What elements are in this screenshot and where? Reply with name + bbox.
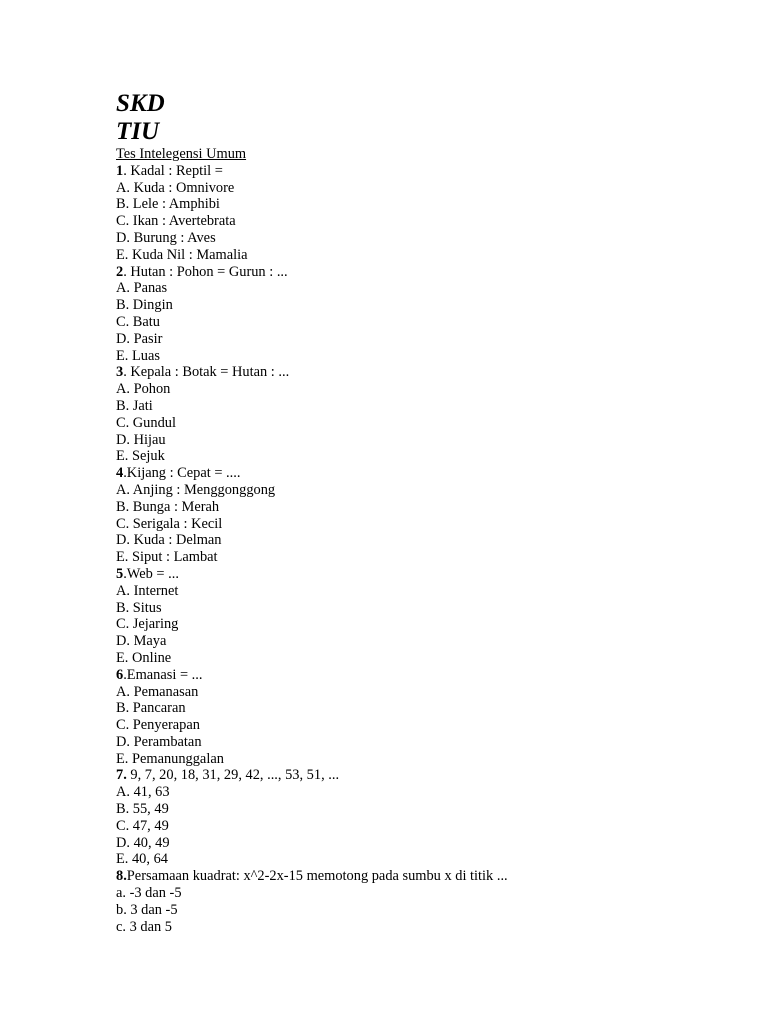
answer-option: C. Gundul xyxy=(116,414,176,431)
question-text: . Kepala : Botak = Hutan : ... xyxy=(123,364,290,381)
answer-option: D. Pasir xyxy=(116,330,163,347)
question-list xyxy=(116,163,736,936)
question-text: Persamaan kuadrat: x^2-2x-15 memotong pada sumbu x di titik ... xyxy=(126,868,508,885)
question-stem xyxy=(116,767,736,784)
answer-option: E. Sejuk xyxy=(116,448,165,465)
answer-option: A. Pemanasan xyxy=(116,683,199,700)
question-stem xyxy=(116,264,736,281)
question-text: 9, 7, 20, 18, 31, 29, 42, ..., 53, 51, ... xyxy=(126,767,340,784)
answer-option: B. Jati xyxy=(116,397,153,414)
answer-option: C. Batu xyxy=(116,313,160,330)
question-number: 3 xyxy=(116,364,124,381)
document-title: SKD xyxy=(116,90,165,117)
question-stem xyxy=(116,465,736,482)
answer-option: E. 40, 64 xyxy=(116,851,168,868)
question-number: 5 xyxy=(116,565,124,582)
answer-option: B. Dingin xyxy=(116,297,173,314)
answer-option: C. Penyerapan xyxy=(116,717,200,734)
answer-option: E. Online xyxy=(116,649,172,666)
answer-option: B. 55, 49 xyxy=(116,801,169,818)
answer-option: B. Situs xyxy=(116,599,162,616)
answer-option: D. Perambatan xyxy=(116,733,202,750)
answer-option: A. Kuda : Omnivore xyxy=(116,179,235,196)
question-number: 7. xyxy=(116,767,127,784)
answer-option: E. Siput : Lambat xyxy=(116,549,218,566)
answer-option: D. 40, 49 xyxy=(116,834,170,851)
answer-option: A. Internet xyxy=(116,582,179,599)
question-text: .Emanasi = ... xyxy=(123,666,203,683)
answer-option: B. Bunga : Merah xyxy=(116,498,220,515)
question-text: . Kadal : Reptil = xyxy=(123,162,223,179)
question-stem xyxy=(116,163,736,180)
answer-option: C. Serigala : Kecil xyxy=(116,515,223,532)
answer-option: B. Lele : Amphibi xyxy=(116,196,220,213)
answer-option: c. 3 dan 5 xyxy=(116,918,172,935)
question-text: .Web = ... xyxy=(123,565,179,582)
question-number: 1 xyxy=(116,162,124,179)
question-text: . Hutan : Pohon = Gurun : ... xyxy=(123,263,288,280)
question-stem xyxy=(116,667,736,684)
answer-option: D. Hijau xyxy=(116,431,166,448)
answer-option: D. Burung : Aves xyxy=(116,229,216,246)
question-number: 4 xyxy=(116,465,124,482)
answer-option: D. Kuda : Delman xyxy=(116,532,222,549)
answer-option: b. 3 dan -5 xyxy=(116,901,178,918)
question-stem xyxy=(116,868,736,885)
answer-option: E. Kuda Nil : Mamalia xyxy=(116,246,248,263)
answer-option: B. Pancaran xyxy=(116,700,186,717)
answer-option: E. Pemanunggalan xyxy=(116,750,224,767)
answer-option: A. 41, 63 xyxy=(116,784,170,801)
answer-option: E. Luas xyxy=(116,347,160,364)
question-text: .Kijang : Cepat = .... xyxy=(123,465,241,482)
answer-option: a. -3 dan -5 xyxy=(116,885,182,902)
answer-option: A. Panas xyxy=(116,280,168,297)
document-subtitle-heading: TIU xyxy=(116,118,160,145)
question-number: 2 xyxy=(116,263,124,280)
answer-option: D. Maya xyxy=(116,633,167,650)
question-stem xyxy=(116,566,736,583)
question-stem xyxy=(116,364,736,381)
answer-option: C. 47, 49 xyxy=(116,817,169,834)
answer-option: A. Pohon xyxy=(116,381,171,398)
question-number: 8. xyxy=(116,868,127,885)
document-page xyxy=(116,90,736,935)
answer-option: C. Jejaring xyxy=(116,616,179,633)
answer-option: A. Anjing : Menggonggong xyxy=(116,481,276,498)
answer-option: C. Ikan : Avertebrata xyxy=(116,213,236,230)
section-title: Tes Intelegensi Umum xyxy=(116,146,247,162)
question-number: 6 xyxy=(116,666,124,683)
